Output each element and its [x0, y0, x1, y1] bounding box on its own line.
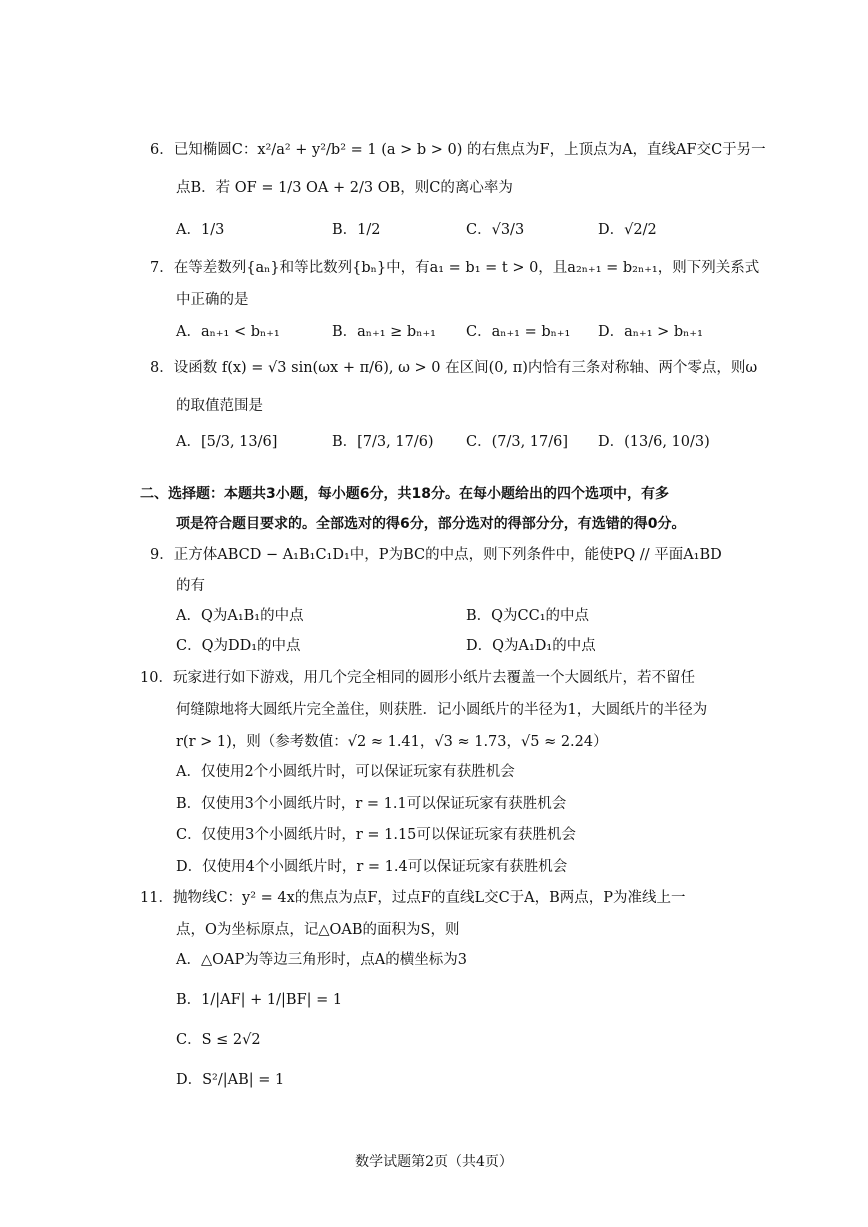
q9-option-c: C．Q为DD₁的中点: [176, 638, 301, 654]
q11-stem-line1: 11．抛物线C：y² = 4x的焦点为点F，过点F的直线L交C于A，B两点，P为准线上一: [140, 890, 686, 906]
q8-stem-line2: 的取值范围是: [176, 398, 263, 414]
q6-option-b: B．1/2: [332, 222, 381, 238]
q8-stem-line1: 8．设函数 f(x) = √3 sin(ωx + π/6), ω > 0 在区间(0, π)内恰有三条对称轴、两个零点，则ω: [150, 360, 758, 376]
q11-option-d: D．S²/|AB| = 1: [176, 1072, 285, 1088]
q7-option-c: C．aₙ₊₁ = bₙ₊₁: [466, 324, 571, 340]
q7-stem-line2: 中正确的是: [176, 292, 249, 308]
q8-option-b: B．[7/3, 17/6): [332, 434, 434, 450]
q10-option-a: A．仅使用2个小圆纸片时，可以保证玩家有获胜机会: [176, 764, 515, 780]
q8-option-d: D．(13/6, 10/3): [598, 434, 710, 450]
page-footer: 数学试题第2页（共4页）: [355, 1154, 513, 1170]
q9-stem-line1: 9．正方体ABCD − A₁B₁C₁D₁中，P为BC的中点，则下列条件中，能使PQ // 平面A₁BD: [150, 547, 722, 563]
section-2-heading-line1: 二、选择题：本题共3小题，每小题6分，共18分。在每小题给出的四个选项中，有多: [140, 486, 669, 502]
q10-stem-line3: r(r > 1)，则（参考数值：√2 ≈ 1.41，√3 ≈ 1.73，√5 ≈ 2.24）: [176, 734, 608, 750]
section-2-heading-line2: 项是符合题目要求的。全部选对的得6分，部分选对的得部分分，有选错的得0分。: [176, 516, 686, 532]
q10-option-c: C．仅使用3个小圆纸片时，r = 1.15可以保证玩家有获胜机会: [176, 827, 576, 843]
q6-stem-line2: 点B．若 OF = 1/3 OA + 2/3 OB，则C的离心率为: [176, 180, 513, 196]
q11-stem-line2: 点，O为坐标原点，记△OAB的面积为S，则: [176, 922, 460, 938]
q11-option-c: C．S ≤ 2√2: [176, 1032, 261, 1048]
q8-option-a: A．[5/3, 13/6]: [176, 434, 278, 450]
q11-option-a: A．△OAP为等边三角形时，点A的横坐标为3: [176, 952, 467, 968]
q10-option-b: B．仅使用3个小圆纸片时，r = 1.1可以保证玩家有获胜机会: [176, 796, 567, 812]
q7-option-a: A．aₙ₊₁ < bₙ₊₁: [176, 324, 280, 340]
q8-option-c: C．(7/3, 17/6]: [466, 434, 569, 450]
q6-option-d: D．√2/2: [598, 222, 657, 238]
q11-option-b: B．1/|AF| + 1/|BF| = 1: [176, 992, 343, 1008]
q6-option-a: A．1/3: [176, 222, 225, 238]
q7-option-d: D．aₙ₊₁ > bₙ₊₁: [598, 324, 703, 340]
q9-option-d: D．Q为A₁D₁的中点: [466, 638, 596, 654]
q7-option-b: B．aₙ₊₁ ≥ bₙ₊₁: [332, 324, 436, 340]
q6-option-c: C．√3/3: [466, 222, 525, 238]
q10-stem-line1: 10．玩家进行如下游戏，用几个完全相同的圆形小纸片去覆盖一个大圆纸片，若不留任: [140, 670, 695, 686]
q6-stem-line1: 6．已知椭圆C：x²/a² + y²/b² = 1 (a > b > 0) 的右焦点为F，上顶点为A，直线AF交C于另一: [150, 142, 766, 158]
q9-option-a: A．Q为A₁B₁的中点: [176, 608, 304, 624]
q9-option-b: B．Q为CC₁的中点: [466, 608, 590, 624]
q10-stem-line2: 何缝隙地将大圆纸片完全盖住，则获胜．记小圆纸片的半径为1，大圆纸片的半径为: [176, 702, 708, 718]
q10-option-d: D．仅使用4个小圆纸片时，r = 1.4可以保证玩家有获胜机会: [176, 859, 568, 875]
q7-stem-line1: 7．在等差数列{aₙ}和等比数列{bₙ}中，有a₁ = b₁ = t > 0，且a₂ₙ₊₁ = b₂ₙ₊₁，则下列关系式: [150, 260, 760, 276]
q9-stem-line2: 的有: [176, 578, 205, 594]
